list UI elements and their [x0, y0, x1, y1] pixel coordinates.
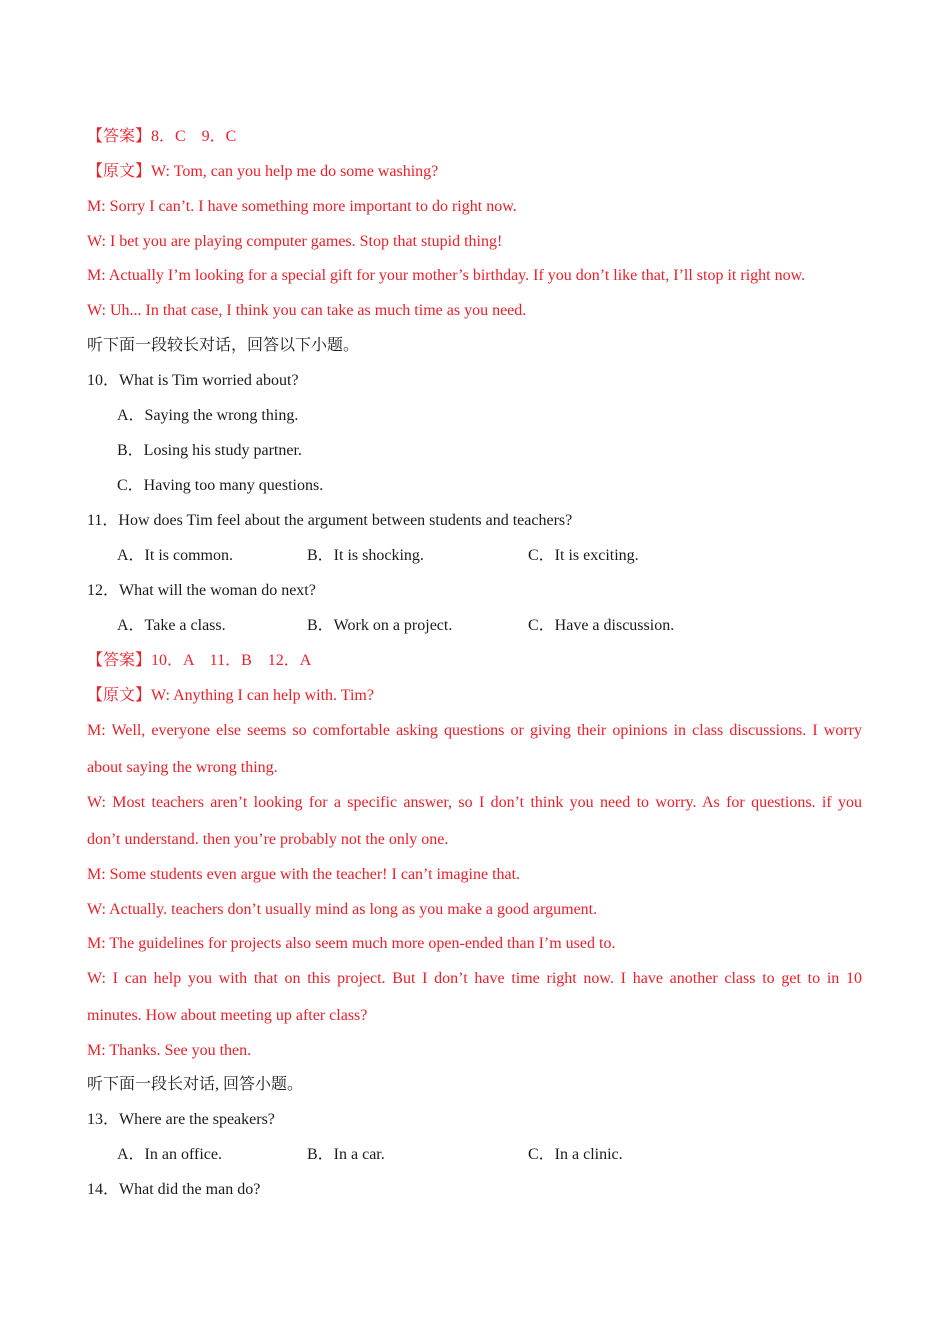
transcript-line: M: Well, everyone else seems so comfortable asking questions or giving their opinions in class discussions. I worry	[87, 722, 862, 739]
question-12-option-a: A．Take a class.	[117, 617, 226, 634]
answer-key-8-9: 【答案】8．C 9．C	[87, 128, 237, 145]
transcript-line: M: Sorry I can’t. I have something more important to do right now.	[87, 198, 517, 215]
section-instruction: 听下面一段较长对话，回答以下小题。	[87, 337, 360, 354]
answer-key-10-12: 【答案】10．A 11．B 12．A	[87, 652, 312, 669]
section-instruction: 听下面一段长对话, 回答小题。	[87, 1076, 304, 1093]
transcript-line: 【原文】W: Tom, can you help me do some washing?	[87, 163, 439, 180]
transcript-line: M: Actually I’m looking for a special gift for your mother’s birthday. If you don’t like that, I’ll stop it right now.	[87, 267, 806, 284]
transcript-line: minutes. How about meeting up after class?	[87, 1007, 368, 1024]
question-11: 11．How does Tim feel about the argument between students and teachers?	[87, 512, 573, 529]
transcript-line: about saying the wrong thing.	[87, 759, 278, 776]
transcript-line: W: Actually. teachers don’t usually mind as long as you make a good argument.	[87, 901, 598, 918]
question-10: 10．What is Tim worried about?	[87, 372, 299, 389]
question-13-option-a: A．In an office.	[117, 1146, 223, 1163]
question-10-option-b: B．Losing his study partner.	[117, 442, 302, 459]
question-11-option-c: C．It is exciting.	[528, 547, 639, 564]
question-10-option-c: C．Having too many questions.	[117, 477, 324, 494]
question-13-option-b: B．In a car.	[307, 1146, 385, 1163]
transcript-line: M: Thanks. See you then.	[87, 1042, 252, 1059]
transcript-line: W: Uh... In that case, I think you can take as much time as you need.	[87, 302, 527, 319]
transcript-line: W: Most teachers aren’t looking for a specific answer, so I don’t think you need to worry. As for questions. if you	[87, 794, 862, 811]
question-14: 14．What did the man do?	[87, 1181, 261, 1198]
transcript-line: 【原文】W: Anything I can help with. Tim?	[87, 687, 374, 704]
question-12-option-b: B．Work on a project.	[307, 617, 453, 634]
question-10-option-a: A．Saying the wrong thing.	[117, 407, 299, 424]
transcript-line: W: I can help you with that on this project. But I don’t have time right now. I have another class to get to in 10	[87, 970, 862, 987]
question-12: 12．What will the woman do next?	[87, 582, 316, 599]
question-13-option-c: C．In a clinic.	[528, 1146, 623, 1163]
question-11-option-a: A．It is common.	[117, 547, 233, 564]
transcript-line: M: Some students even argue with the teacher! I can’t imagine that.	[87, 866, 521, 883]
question-13: 13．Where are the speakers?	[87, 1111, 275, 1128]
transcript-line: don’t understand. then you’re probably not the only one.	[87, 831, 449, 848]
question-11-option-b: B．It is shocking.	[307, 547, 424, 564]
transcript-line: W: I bet you are playing computer games. Stop that stupid thing!	[87, 233, 503, 250]
transcript-line: M: The guidelines for projects also seem much more open-ended than I’m used to.	[87, 935, 616, 952]
question-12-option-c: C．Have a discussion.	[528, 617, 675, 634]
